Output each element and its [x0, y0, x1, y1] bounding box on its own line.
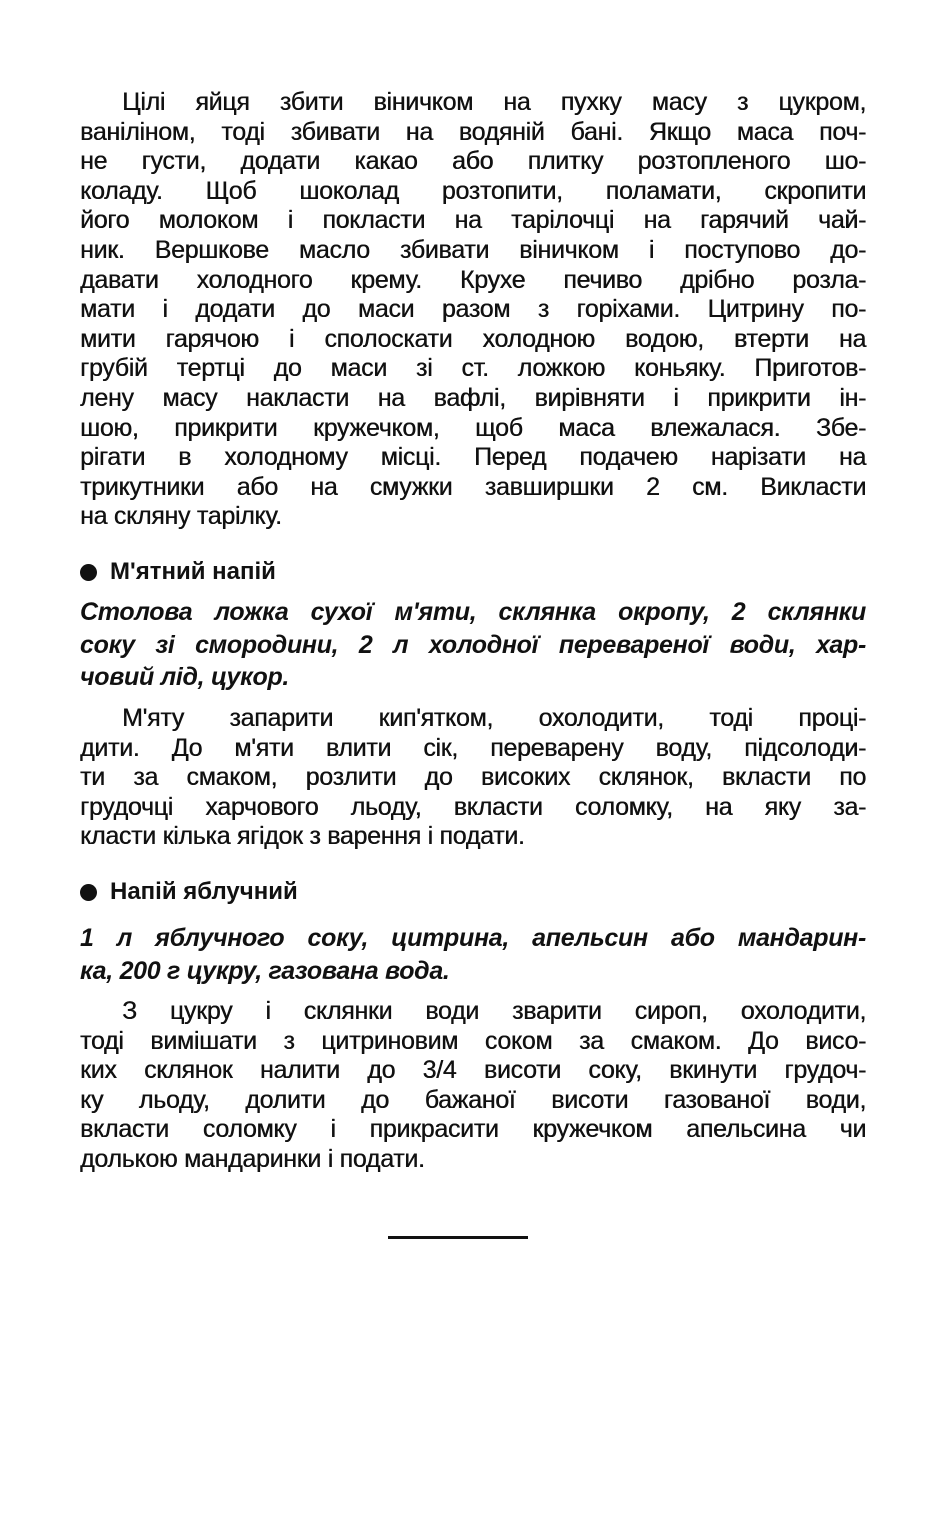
ingredients-list [80, 922, 866, 987]
text-line: мити гарячою і сполоскати холодною водою, втерти на [80, 324, 866, 353]
text-line: рігати в холодному місці. Перед подачею нарізати на [80, 443, 866, 472]
text-line: його молоком і покласти на тарілочці на гарячий чай- [80, 206, 866, 235]
text-line: З цукру і склянки води зварити сироп, охолодити, [122, 997, 866, 1025]
text-line: грудочці харчового льоду, вкласти соломку, на яку за- [80, 792, 866, 821]
text-line: 1 л яблучного соку, цитрина, апельсин або мандарин- [80, 924, 866, 952]
text-line: ку льоду, долити до бажаної висоти газованої води, [80, 1085, 866, 1114]
text-line: лену масу накласти на вафлі, вирівняти і прикрити ін- [80, 383, 866, 412]
bullet-icon [80, 884, 97, 901]
recipe-heading [80, 878, 298, 906]
text-line: давати холодного крему. Крухе печиво дрібно розла- [80, 265, 866, 294]
text-line: ваніліном, тоді збивати на водяній бані. Якщо маса поч- [80, 117, 866, 146]
text-line: ких склянок налити до 3/4 висоти соку, вкинути грудоч- [80, 1056, 866, 1085]
method-paragraph [80, 997, 866, 1175]
text-line: Столова ложка сухої м'яти, склянка окропу, 2 склянки [80, 598, 866, 626]
recipe-heading [80, 558, 276, 586]
text-line: коладу. Щоб шоколад розтопити, поламати, скропити [80, 176, 866, 205]
text-line: ка, 200 г цукру, газована вода. [80, 956, 450, 985]
section-divider [388, 1236, 528, 1239]
text-line: Цілі яйця збити віничком на пухку масу з цукром, [122, 88, 866, 116]
text-line: тоді вимішати з цитриновим соком за смаком. До висо- [80, 1026, 866, 1055]
text-line: вкласти соломку і прикрасити кружечком апельсина чи [80, 1115, 866, 1144]
text-line: трикутники або на смужки завширшки 2 см. Викласти [80, 472, 866, 501]
method-paragraph [80, 704, 866, 852]
text-line: мати і додати до маси разом з горіхами. Цитрину по- [80, 295, 866, 324]
text-line: не густи, додати какао або плитку розтопленого шо- [80, 147, 866, 176]
text-line: човий лід, цукор. [80, 663, 290, 691]
text-line: класти кілька ягідок з варення і подати. [80, 822, 525, 851]
text-line: дити. До м'яти влити сік, переварену воду, підсолоди- [80, 733, 866, 762]
text-line: соку зі смородини, 2 л холодної перевареної води, хар- [80, 630, 866, 659]
text-line: грубій тертці до маси зі ст. ложкою коньяку. Приготов- [80, 354, 866, 383]
text-line: М'яту запарити кип'ятком, охолодити, тоді проці- [122, 704, 866, 732]
recipe-title: Напій яблучний [110, 878, 298, 905]
text-line: ник. Вершкове масло збивати віничком і поступово до- [80, 235, 866, 264]
text-line: долькою мандаринки і подати. [80, 1144, 425, 1173]
ingredients-list [80, 596, 866, 694]
text-line: ти за смаком, розлити до високих склянок, вкласти по [80, 763, 866, 792]
bullet-icon [80, 564, 97, 581]
text-line: на скляну тарілку. [80, 502, 282, 531]
intro-paragraph [80, 88, 866, 532]
recipe-title: М'ятний напій [110, 558, 276, 585]
text-line: шою, прикрити кружечком, щоб маса влежалася. Збе- [80, 413, 866, 442]
